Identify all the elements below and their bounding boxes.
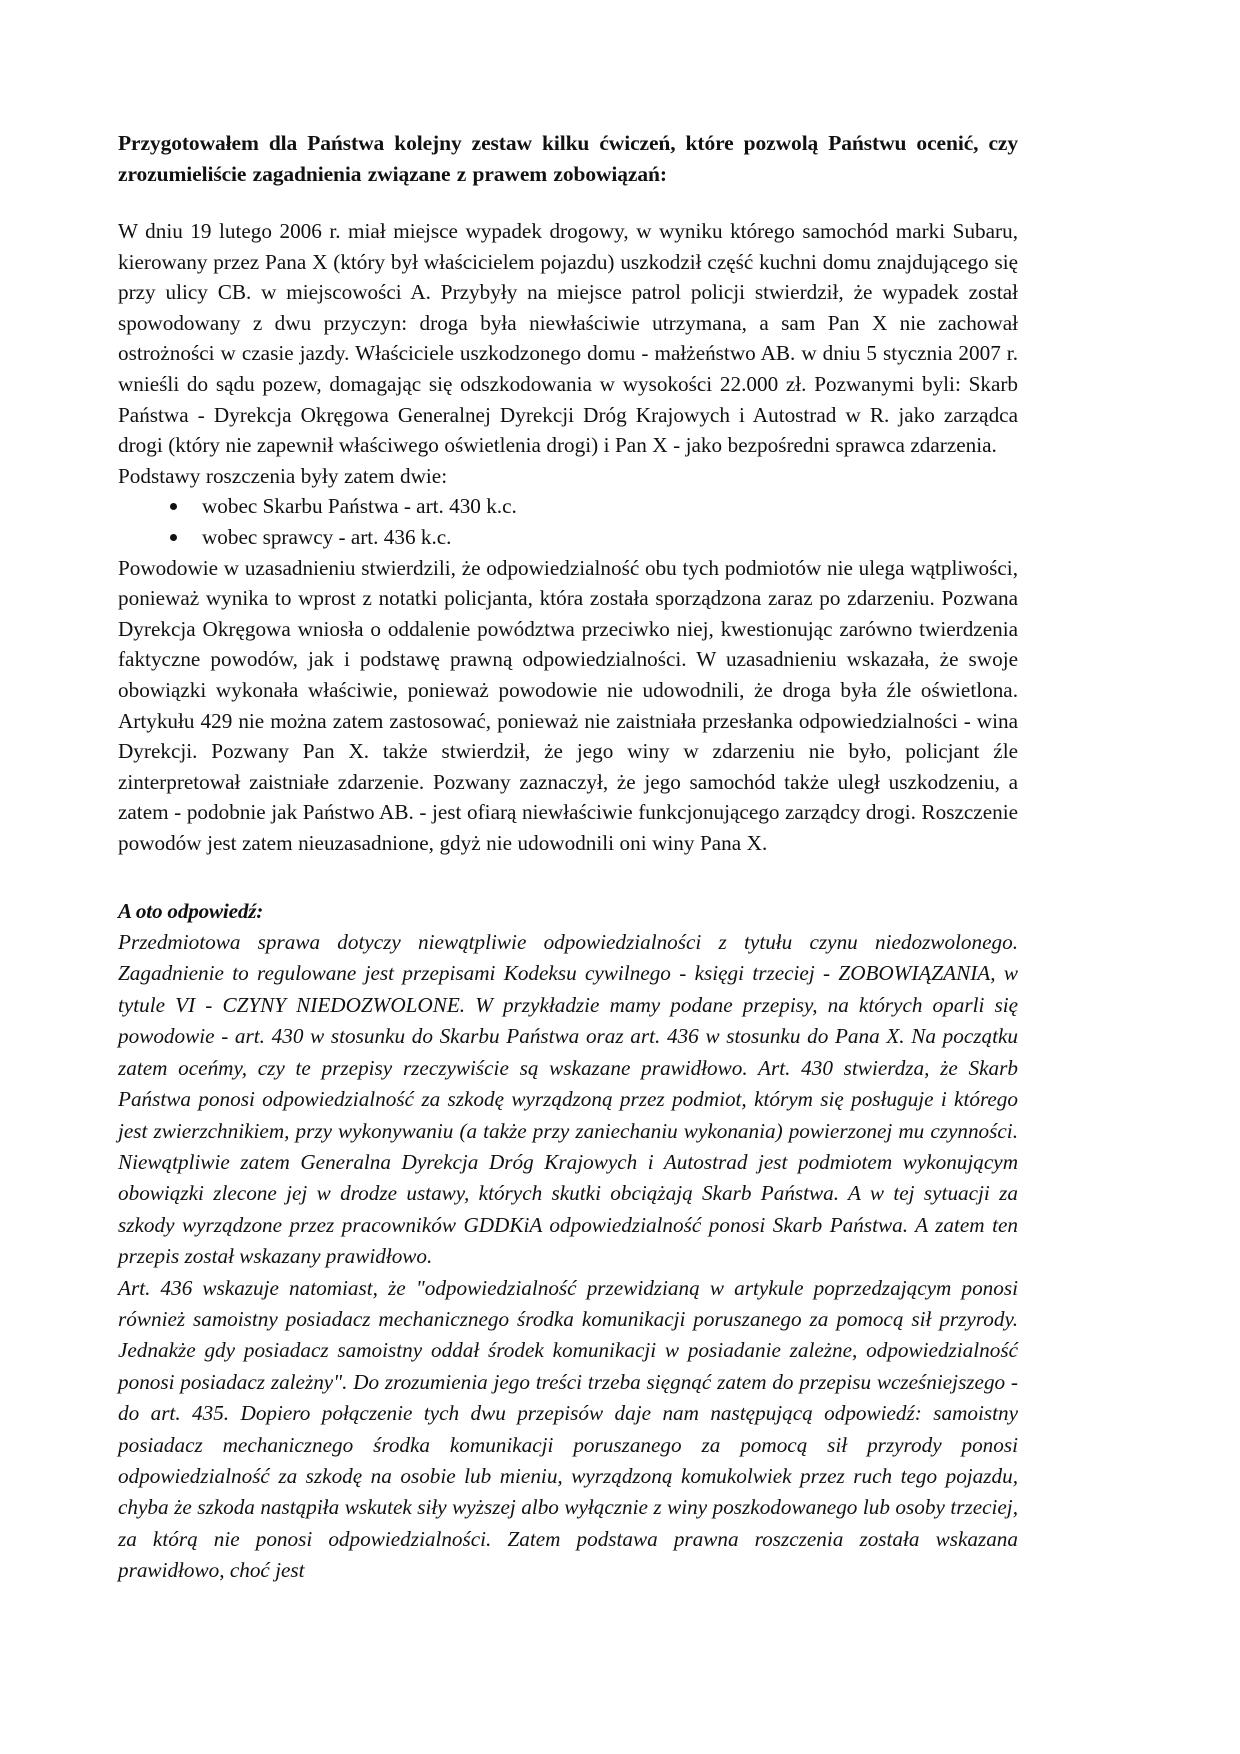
list-item-label: wobec Skarbu Państwa - art. 430 k.c.: [202, 494, 517, 519]
bullets-intro-text: Podstawy roszczenia były zatem dwie:: [118, 463, 448, 488]
bullet-dot-icon: [170, 534, 177, 541]
answer-section-heading: A oto odpowiedź:: [118, 899, 264, 924]
case-description-paragraph: W dniu 19 lutego 2006 r. miał miejsce wypadek drogowy, w wyniku którego samochód marki Subaru, kierowany przez Pana X (który był właścicielem pojazdu) uszkodził część kuchni domu znajdującego się przy ulicy CB. w miejscowości A. Przybyły na miejsce patrol policji stwierdził, że wypadek został spowodowany z dwu przyczyn: droga była niewłaściwie utrzymana, a sam Pan X nie zachował ostrożności w czasie jazdy. Właściciele uszkodzonego domu - małżeństwo AB. w dniu 5 stycznia 2007 r. wnieśli do sądu pozew, domagając się odszkodowania w wysokości 22.000 zł. Pozwanymi byli: Skarb Państwa - Dyrekcja Okręgowa Generalnej Dyrekcji Dróg Krajowych i Autostrad w R. jako zarządca drogi (który nie zapewnił właściwego oświetlenia drogi) i Pan X - jako bezpośredni sprawca zdarzenia.: [118, 219, 1018, 458]
document-body: [118, 128, 1018, 1587]
answer-paragraph-two: Art. 436 wskazuje natomiast, że "odpowiedzialność przewidzianą w artykule poprzedzającym ponosi również samoistny posiadacz mechanicznego środka komunikacji poruszanego za pomocą sił przyrody. Jednakże gdy posiadacz samoistny oddał środek komunikacji w posiadanie zależne, odpowiedzialność ponosi posiadacz zależny". Do zrozumienia jego treści trzeba sięgnąć zatem do przepisu wcześniejszego - do art. 435. Dopiero połączenie tych dwu przepisów daje nam następującą odpowiedź: samoistny posiadacz mechanicznego środka komunikacji poruszanego za pomocą sił przyrody ponosi odpowiedzialność za szkodę na osobie lub mieniu, wyrządzoną komukolwiek przez ruch tego pojazdu, chyba że szkoda nastąpiła wskutek siły wyższej albo wyłącznie z winy poszkodowanego lub osoby trzeciej, za którą nie ponosi odpowiedzialności. Zatem podstawa prawna roszczenia została wskazana prawidłowo, choć jest: [118, 1275, 1018, 1583]
bullet-dot-icon: [170, 503, 177, 510]
argument-paragraph: Powodowie w uzasadnieniu stwierdzili, że odpowiedzialność obu tych podmiotów nie ulega wątpliwości, ponieważ wynika to wprost z notatki policjanta, która została sporządzona zaraz po zdarzeniu. Pozwana Dyrekcja Okręgowa wniosła o oddalenie powództwa przeciwko niej, kwestionując zarówno twierdzenia faktyczne powodów, jak i podstawę prawną odpowiedzialności. W uzasadnieniu wskazała, że swoje obowiązki wykonała właściwie, ponieważ powodowie nie udowodnili, że droga była źle oświetlona. Artykułu 429 nie można zatem zastosować, ponieważ nie zaistniała przesłanka odpowiedzialności - wina Dyrekcji. Pozwany Pan X. także stwierdził, że jego winy w zdarzeniu nie było, policjant źle zinterpretował zaistniałe zdarzenie. Pozwany zaznaczył, że jego samochód także uległ uszkodzeniu, a zatem - podobnie jak Państwo AB. - jest ofiarą niewłaściwie funkcjonującego zarządcy drogi. Roszczenie powodów jest zatem nieuzasadnione, gdyż nie udowodnili oni winy Pana X.: [118, 555, 1018, 855]
list-item: [118, 491, 1018, 522]
list-item-label: wobec sprawcy - art. 436 k.c.: [202, 524, 452, 549]
claim-basis-list: [118, 491, 1018, 552]
list-item: [118, 522, 1018, 553]
answer-paragraph-one: Przedmiotowa sprawa dotyczy niewątpliwie odpowiedzialności z tytułu czynu niedozwolonego. Zagadnienie to regulowane jest przepisami Kodeksu cywilnego - księgi trzeciej - ZOBOWIĄZANIA, w tytule VI - CZYNY NIEDOZWOLONE. W przykładzie mamy podane przepisy, na których oparli się powodowie - art. 430 w stosunku do Skarbu Państwa oraz art. 436 w stosunku do Pana X. Na początku zatem oceńmy, czy te przepisy rzeczywiście są wskazane prawidłowo. Art. 430 stwierdza, że Skarb Państwa ponosi odpowiedzialność za szkodę wyrządzoną przez podmiot, którym się posługuje i którego jest zwierzchnikiem, przy wykonywaniu (a także przy zaniechaniu wykonania) powierzonej mu czynności. Niewątpliwie zatem Generalna Dyrekcja Dróg Krajowych i Autostrad jest podmiotem wykonującym obowiązki zlecone jej w drodze ustawy, których skutki obciążają Skarb Państwa. A w tej sytuacji za szkody wyrządzone przez pracowników GDDKiA odpowiedzialność ponosi Skarb Państwa. A zatem ten przepis został wskazany prawidłowo.: [118, 930, 1018, 1269]
section-spacer: [118, 858, 1018, 896]
document-heading: Przygotowałem dla Państwa kolejny zestaw kilku ćwiczeń, które pozwolą Państwu ocenić, czy zrozumieliście zagadnienia związane z prawem zobowiązań:: [118, 131, 1018, 186]
